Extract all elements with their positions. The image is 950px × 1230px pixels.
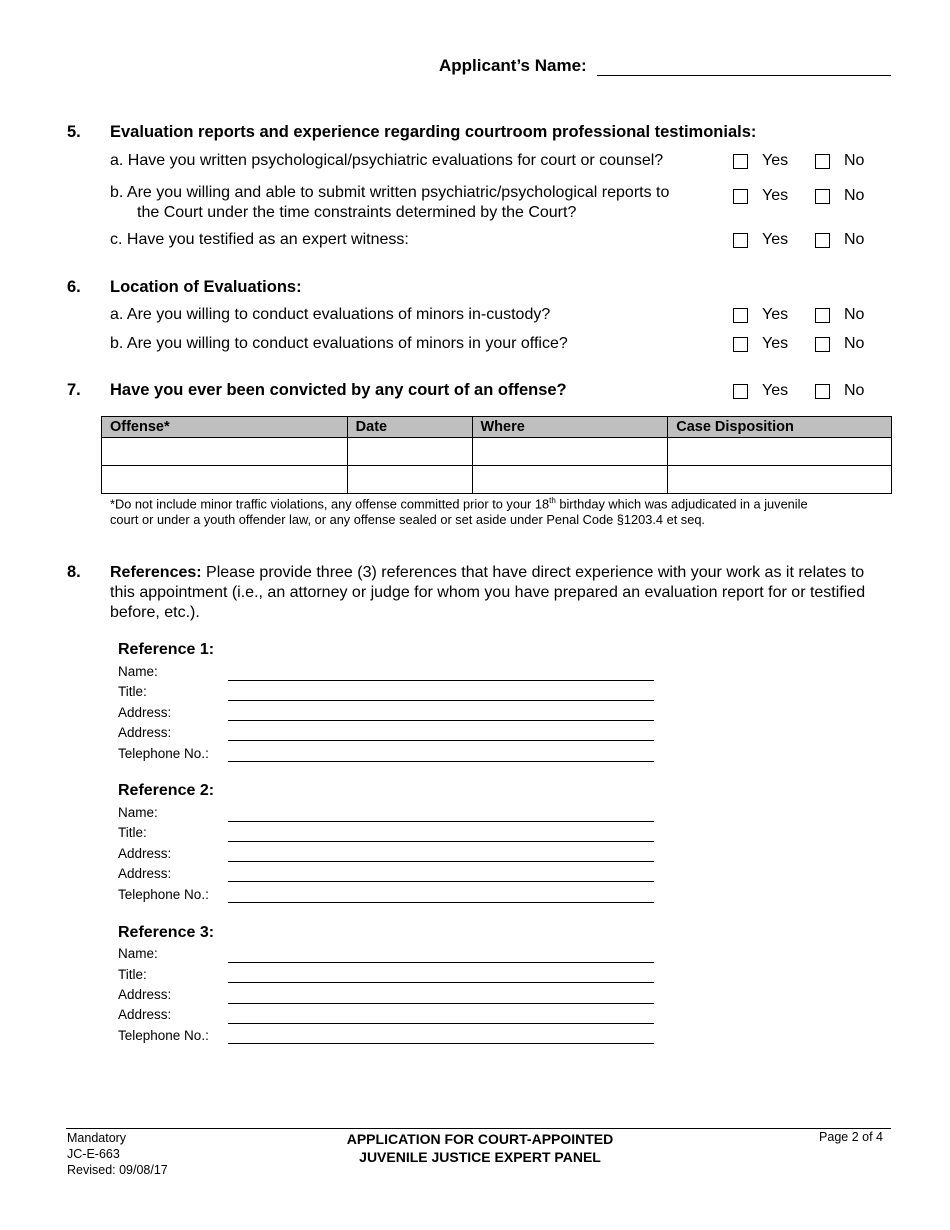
question-5-number: 5.: [67, 123, 81, 141]
reference-2-title-label: Title:: [118, 825, 147, 840]
no-label: No: [844, 152, 865, 169]
footer-title-line-2: JUVENILE JUSTICE EXPERT PANEL: [359, 1149, 601, 1165]
question-6-number: 6.: [67, 278, 81, 296]
checkbox[interactable]: [733, 384, 748, 399]
checkbox[interactable]: [815, 308, 830, 323]
reference-1-telephone-label: Telephone No.:: [118, 746, 209, 761]
checkbox[interactable]: [815, 154, 830, 169]
offense-table: [101, 416, 892, 494]
reference-1-name-field[interactable]: [228, 680, 654, 681]
checkbox[interactable]: [815, 189, 830, 204]
question-5b-text: b. Are you willing and able to submit written psychiatric/psychological reports to: [110, 184, 670, 201]
footer-title-line-1: APPLICATION FOR COURT-APPOINTED: [346, 1131, 614, 1147]
reference-1-address2-label: Address:: [118, 725, 172, 740]
checkbox[interactable]: [733, 189, 748, 204]
question-8-heading: References:: [110, 564, 202, 581]
checkbox[interactable]: [815, 384, 830, 399]
footer-form-info: [67, 1130, 168, 1178]
reference-2-title-field[interactable]: [228, 841, 654, 842]
reference-1-address2-field[interactable]: [228, 740, 654, 741]
q6a-yes-option[interactable]: [733, 306, 788, 324]
reference-2-title: Reference 2:: [118, 782, 215, 799]
table-cell[interactable]: [472, 438, 668, 466]
applicant-name-label: Applicant’s Name:: [439, 56, 587, 75]
question-6-heading: Location of Evaluations:: [110, 278, 302, 296]
yes-label: Yes: [762, 187, 789, 204]
question-8-number: 8.: [67, 563, 81, 581]
q6b-yes-option[interactable]: [733, 335, 788, 353]
checkbox[interactable]: [733, 337, 748, 352]
table-cell[interactable]: [668, 466, 892, 494]
no-label: No: [844, 335, 865, 352]
question-7-heading: Have you ever been convicted by any court of an offense?: [110, 381, 567, 399]
checkbox[interactable]: [733, 233, 748, 248]
question-7-number: 7.: [67, 381, 81, 399]
question-5a-text: a. Have you written psychological/psychiatric evaluations for court or counsel?: [110, 152, 664, 169]
checkbox[interactable]: [733, 308, 748, 323]
reference-3-telephone-field[interactable]: [228, 1043, 654, 1044]
q5c-yes-option[interactable]: [733, 231, 788, 249]
q5c-no-option[interactable]: [815, 231, 864, 249]
reference-3-address2-field[interactable]: [228, 1023, 654, 1024]
col-header-where: Where: [472, 417, 668, 438]
col-header-offense: Offense*: [102, 417, 348, 438]
reference-1-name-label: Name:: [118, 664, 158, 679]
reference-1-address-label: Address:: [118, 705, 172, 720]
table-cell[interactable]: [668, 438, 892, 466]
footnote-text-cont: birthday which was adjudicated in a juvenile court or under a youth offender law, or any offense sealed or set aside under Penal Code §1203.4 et seq.: [110, 496, 808, 528]
reference-3-title-label: Title:: [118, 967, 147, 982]
no-label: No: [844, 382, 865, 399]
table-row: [102, 466, 892, 494]
question-8-body: Please provide three (3) references that have direct experience with your work as it relates to this appointment (i.e., an attorney or judge for whom you have prepared an evaluation report for or testified before, etc.).: [110, 564, 866, 621]
footer-divider: [66, 1128, 891, 1129]
q5a-no-option[interactable]: [815, 152, 864, 170]
reference-2-address2-field[interactable]: [228, 881, 654, 882]
question-5-heading: Evaluation reports and experience regarding courtroom professional testimonials:: [110, 123, 757, 141]
reference-3-title: Reference 3:: [118, 924, 215, 941]
reference-2-telephone-label: Telephone No.:: [118, 887, 209, 902]
reference-2-telephone-field[interactable]: [228, 902, 654, 903]
footer-form-number: JC-E-663: [67, 1147, 120, 1161]
footer-revised-date: Revised: 09/08/17: [67, 1163, 168, 1177]
offense-footnote: [110, 493, 820, 528]
question-8-text: [110, 563, 890, 623]
reference-1-title-label: Title:: [118, 684, 147, 699]
checkbox[interactable]: [815, 337, 830, 352]
reference-2-name-label: Name:: [118, 805, 158, 820]
question-5b-text-cont: the Court under the time constraints determined by the Court?: [137, 204, 577, 221]
q6a-no-option[interactable]: [815, 306, 864, 324]
applicant-name-field[interactable]: [597, 75, 891, 76]
reference-2-address-field[interactable]: [228, 861, 654, 862]
question-6b-text: b. Are you willing to conduct evaluations of minors in your office?: [110, 335, 568, 352]
reference-1-address-field[interactable]: [228, 720, 654, 721]
table-row: [102, 438, 892, 466]
q6b-no-option[interactable]: [815, 335, 864, 353]
reference-3-name-field[interactable]: [228, 962, 654, 963]
reference-2-address2-label: Address:: [118, 866, 172, 881]
col-header-date: Date: [347, 417, 472, 438]
footer-form-title: [280, 1130, 680, 1166]
table-header-row: [102, 417, 892, 438]
footnote-text: *Do not include minor traffic violations, any offense committed prior to your 18: [110, 496, 550, 512]
no-label: No: [844, 187, 865, 204]
footer-page-number: Page 2 of 4: [819, 1130, 883, 1144]
q7-no-option[interactable]: [815, 382, 864, 400]
reference-3-name-label: Name:: [118, 946, 158, 961]
reference-2-name-field[interactable]: [228, 821, 654, 822]
yes-label: Yes: [762, 382, 789, 399]
reference-3-address2-label: Address:: [118, 1007, 172, 1022]
q5a-yes-option[interactable]: [733, 152, 788, 170]
table-cell[interactable]: [347, 466, 472, 494]
checkbox[interactable]: [815, 233, 830, 248]
table-cell[interactable]: [102, 438, 348, 466]
reference-3-telephone-label: Telephone No.:: [118, 1028, 209, 1043]
reference-1-title: Reference 1:: [118, 641, 215, 658]
reference-2-address-label: Address:: [118, 846, 172, 861]
footnote-superscript: th: [549, 496, 556, 505]
q5b-no-option[interactable]: [815, 187, 864, 205]
yes-label: Yes: [762, 231, 789, 248]
yes-label: Yes: [762, 152, 789, 169]
question-5c-text: c. Have you testified as an expert witness:: [110, 231, 409, 248]
no-label: No: [844, 231, 865, 248]
footer-mandatory: Mandatory: [67, 1131, 127, 1145]
reference-3-title-field[interactable]: [228, 982, 654, 983]
reference-1-title-field[interactable]: [228, 700, 654, 701]
reference-3-address-label: Address:: [118, 987, 172, 1002]
reference-1-telephone-field[interactable]: [228, 761, 654, 762]
no-label: No: [844, 306, 865, 323]
q5b-yes-option[interactable]: [733, 187, 788, 205]
yes-label: Yes: [762, 306, 789, 323]
yes-label: Yes: [762, 335, 789, 352]
reference-3-address-field[interactable]: [228, 1003, 654, 1004]
col-header-case-disposition: Case Disposition: [668, 417, 892, 438]
table-cell[interactable]: [347, 438, 472, 466]
question-6a-text: a. Are you willing to conduct evaluations of minors in-custody?: [110, 306, 551, 323]
table-cell[interactable]: [102, 466, 348, 494]
table-cell[interactable]: [472, 466, 668, 494]
q7-yes-option[interactable]: [733, 382, 788, 400]
checkbox[interactable]: [733, 154, 748, 169]
